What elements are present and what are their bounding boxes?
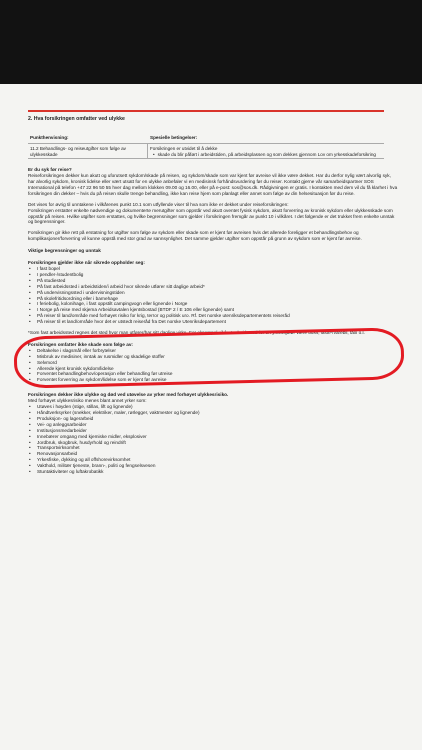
list-item: • Stuntaktiviteter og luftakrobatikk [28,469,398,475]
list-item: • Jordbruk, skogbruk, husdyrhold og reindrift [28,440,398,446]
list-item: • Misbruk av medisiner, inntak av rusmidler og skadelige stoffer [28,354,398,360]
list-item: • Utøves i høyden (stige, stillas, lift og lignende) [28,404,398,410]
list-item: • Forventet forverring av sykdom/lidelse som er kjent før avreise [28,377,398,383]
header-rule [28,110,384,112]
list-item: • I fast bopel [28,266,398,272]
risk-occupation-intro: Med forhøyet ulykkesrisiko menes blant annet yrker som: [28,398,147,404]
exclusions-stay-title: Forsikringen gjelder ikke når sikrede oppholder seg: [28,260,145,266]
list-item: • Forventet behandlingbehov/operasjon eller behandling før utreise [28,371,398,377]
list-item: • I pendler-/studentbolig [28,272,398,278]
paragraph-1: Reiseforsikringen dekker kun akutt og uforutsett sykdom/skade på reisen, og sykdom/skade som var kjent før avreise vil ikke være dekket. Har du derfor nylig vært alvorlig syk, har alvorlig sykdom, kronisk lidelse eller vært utsatt for en ulykke anbefaler vi en medisinsk forhåndsvurdering før du reiser. Kontakt gjerne vår samarbeidspartner SOS International på telefon +47 22 96 50 55 hver dag mellom klokken 09.00 og 16.00, eller på e-post: sos@sos.dk. Rådgivningen er gratis. I kontakten med dem vil du få klarhet i hva forsikringen din dekker – hvis du på reisen skulle trenge behandling, ikke kan reise hjem som planlagt eller annet som følge av din helsesituasjon før du reise. [28,173,398,196]
list-item: • Allerede kjent kronisk sykdom/lidelse [28,366,398,372]
list-item: • På undervisningssted i undervisningstiden [28,290,398,296]
table-cell-ref: 11.2 Behandlings- og reiseutgifter som følge av ulykkesskade [28,144,148,158]
cond-list [150,152,382,158]
list-item: • Håndtverksyrker (snekker, elektriker, maler, rørlegger, vaktmester og lignende) [28,410,398,416]
list-item: • Transportvirksomhet [28,445,398,451]
dark-top-area [0,0,422,84]
table-cell-cond [148,144,384,158]
list-item: • Produksjon- og lagerarbeid [28,416,398,422]
table-header-cond: Spesielle betingelser: [150,134,198,140]
list-item: • Institusjonsmedarbeider [28,428,398,434]
list-item: • Vei- og anleggsarbeider [28,422,398,428]
paragraph-3: Forsikringen erstatter enkelte nødvendige og dokumenterte merutgifter som oppstår ved akutt oventet fysisk sykdom, akutt forverring av kronisk sykdom eller ulykkesskade som oppstår på reisen. Hvilke utgifter som erstattes, og hvilke begrensninger som gjelder i forsikringen fremgår av punkt 10 i vilkåret. I det følgende er det trukket frem enkelte unntak og begrensninger. [28,207,395,225]
list-item: • På reiser til et land/område hvor det er utstedt reiseråd fra Det norske Utenriksdepartement [28,319,398,325]
list-item: • Deltakelse i slagsmål eller forbrytelser [28,348,398,354]
list-item: • Selvmord [28,360,398,366]
risk-occupation-list [28,404,398,475]
risk-occupation-title: Forsikringen dekker ikke ulykke og død ved utøvelse av yrker med forhøyet ulykkesrisiko. [28,392,229,398]
conditions-table [28,132,384,159]
table-header [28,132,384,144]
table-header-ref: Punkthenvisning: [30,134,69,140]
list-item: • På skolefritidsordning eller i barnehage [28,296,398,302]
paragraph-4: Forsikringen gir ikke rett på erstatning for utgifter som følge av sykdom eller skade som er kjent før avreisen hvis det allerede foreligger et behandlingsbehov og komplikasjoner/forverring vil kunne oppstå med stor grad av sannsynlighet. Det samme gjelder utgifter som oppstår på grunn av sykdom som er kjent før avreise. [28,230,362,242]
list-item: • På studiested [28,278,398,284]
paragraph-2: Det vises for øvrig til unntakene i vilkårenes punkt 10.1 som utfyllende viser til hva som ikke er dekket under reiseforsikringen: [28,201,289,207]
question-title: Er du syk før reise? [28,167,72,173]
list-item: • Yrkesfiske, dykking og all offshorevirksomhet [28,457,398,463]
document-content [28,116,398,475]
list-item: • I Norge på reise med skjema Arbeidsavtalen kjentsbostad (BTDF 2 / E 106 eller lignende) samt [28,307,398,313]
section-title: 2. Hva forsikringen omfatter ved ulykke [28,116,125,122]
list-item: • På reiser til land/område med forhøyet risiko for krig, terror og politisk uro. Rf. Det norske utenriksdepartementets reiseråd [28,313,398,319]
exclusions-damage-title: Forsikringen omfatter ikke skade som følge av: [28,341,133,347]
cond-intro: Forsikringen er utvidet til å dekke [150,146,218,151]
list-item: • Vakthold, militær tjeneste, brann-, politi og fengselsvesen [28,463,398,469]
list-item: • På fast arbeidssted i arbeidstiden/i arbeid hvor sikrede utfører sitt daglige arbeid* [28,284,398,290]
cond-item: • skade du blir påført i arbeidstiden, på arbeidsplassen og som dekkes gjennom Lov om yrkesskadeforsikring [150,152,382,158]
table-row [28,144,384,159]
list-item: • I feriebolig, kolonihage, i fast oppstilt campingvogn eller lignende i Norge [28,301,398,307]
exclusions-stay-list [28,266,398,325]
list-item: • Innebærer omgang med kjemiske midler, eksplosiver [28,434,398,440]
list-item: • Renovasjonsarbeid [28,451,398,457]
red-highlight-circle [13,327,404,389]
limitations-title: Viktige begrensninger og unntak [28,248,101,254]
footnote: *Som fast arbeidssted regnes det sted hvor man utfører/har sitt daglige virke. For eksempel vil fast arbeidssted for en yrkessjåfør være buss, laste-/varebil, taxi o.l. [28,330,365,336]
